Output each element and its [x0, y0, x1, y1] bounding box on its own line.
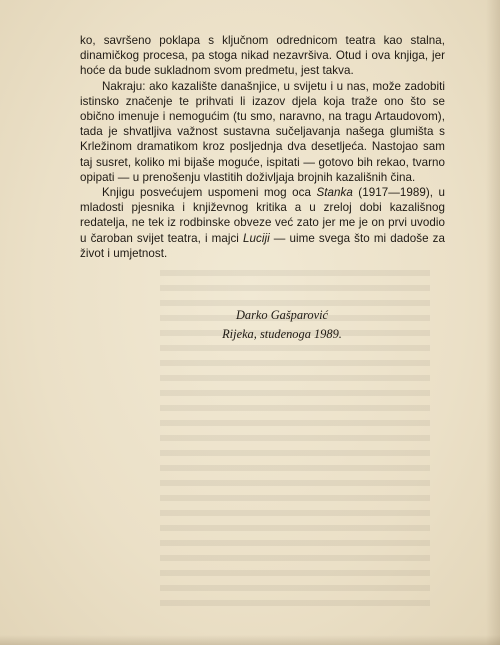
place-and-date: Rijeka, studenoga 1989. — [222, 327, 342, 341]
author-name: Darko Gašparović — [235, 308, 329, 322]
signature-block — [182, 306, 382, 344]
dedication-text-2: (1917—1989), u mladosti pjesnika i književnog kritika a u zreloj dobi kazališnog redatelja, ne tek iz rodbinske obveze već zato jer me je on prvi uvodio u čaroban svijet teatra, i majci — [80, 186, 445, 245]
paragraph-continuation: ko, savršeno poklapa s ključnom odrednicom teatra kao stalna, dinamičkog procesa, pa stoga nikad nezavršiva. Otud i ova knjiga, jer hoće da bude sukladnom svom predmetu, jest takva. — [80, 34, 445, 78]
dedication-text-3: — uime svega što mi dadoše za život i umjetnost. — [80, 231, 445, 260]
page-edge-shadow-bottom — [0, 635, 500, 645]
paragraph-dedication — [80, 185, 445, 261]
name-lucija: Luciji — [243, 231, 270, 245]
name-stanko: Stanka — [316, 186, 353, 200]
page-edge-shadow-right — [486, 0, 500, 645]
body-text — [80, 33, 445, 261]
paragraph-conclusion: Nakraju: ako kazalište današnjice, u svijetu i u nas, može zadobiti istinsko značenje te prihvati li izazov djela koja traže ono što se obično imenuje i nemogućim (tu smo, naravno, na tragu Artaudovom), tada je shvatljiva važnost sustavna sučeljavanja našega glumišta s Krležinom dramatikom kroz posljednja dva desetljeća. Nastojao sam taj susret, koliko mi bijaše moguće, ispitati — gotovo bih rekao, tvarno opipati — u prenošenju vlastitih doživljaja brojnih kazališnih čina. — [80, 79, 445, 184]
dedication-text-1: Knjigu posvećujem uspomeni mog oca — [102, 186, 317, 200]
